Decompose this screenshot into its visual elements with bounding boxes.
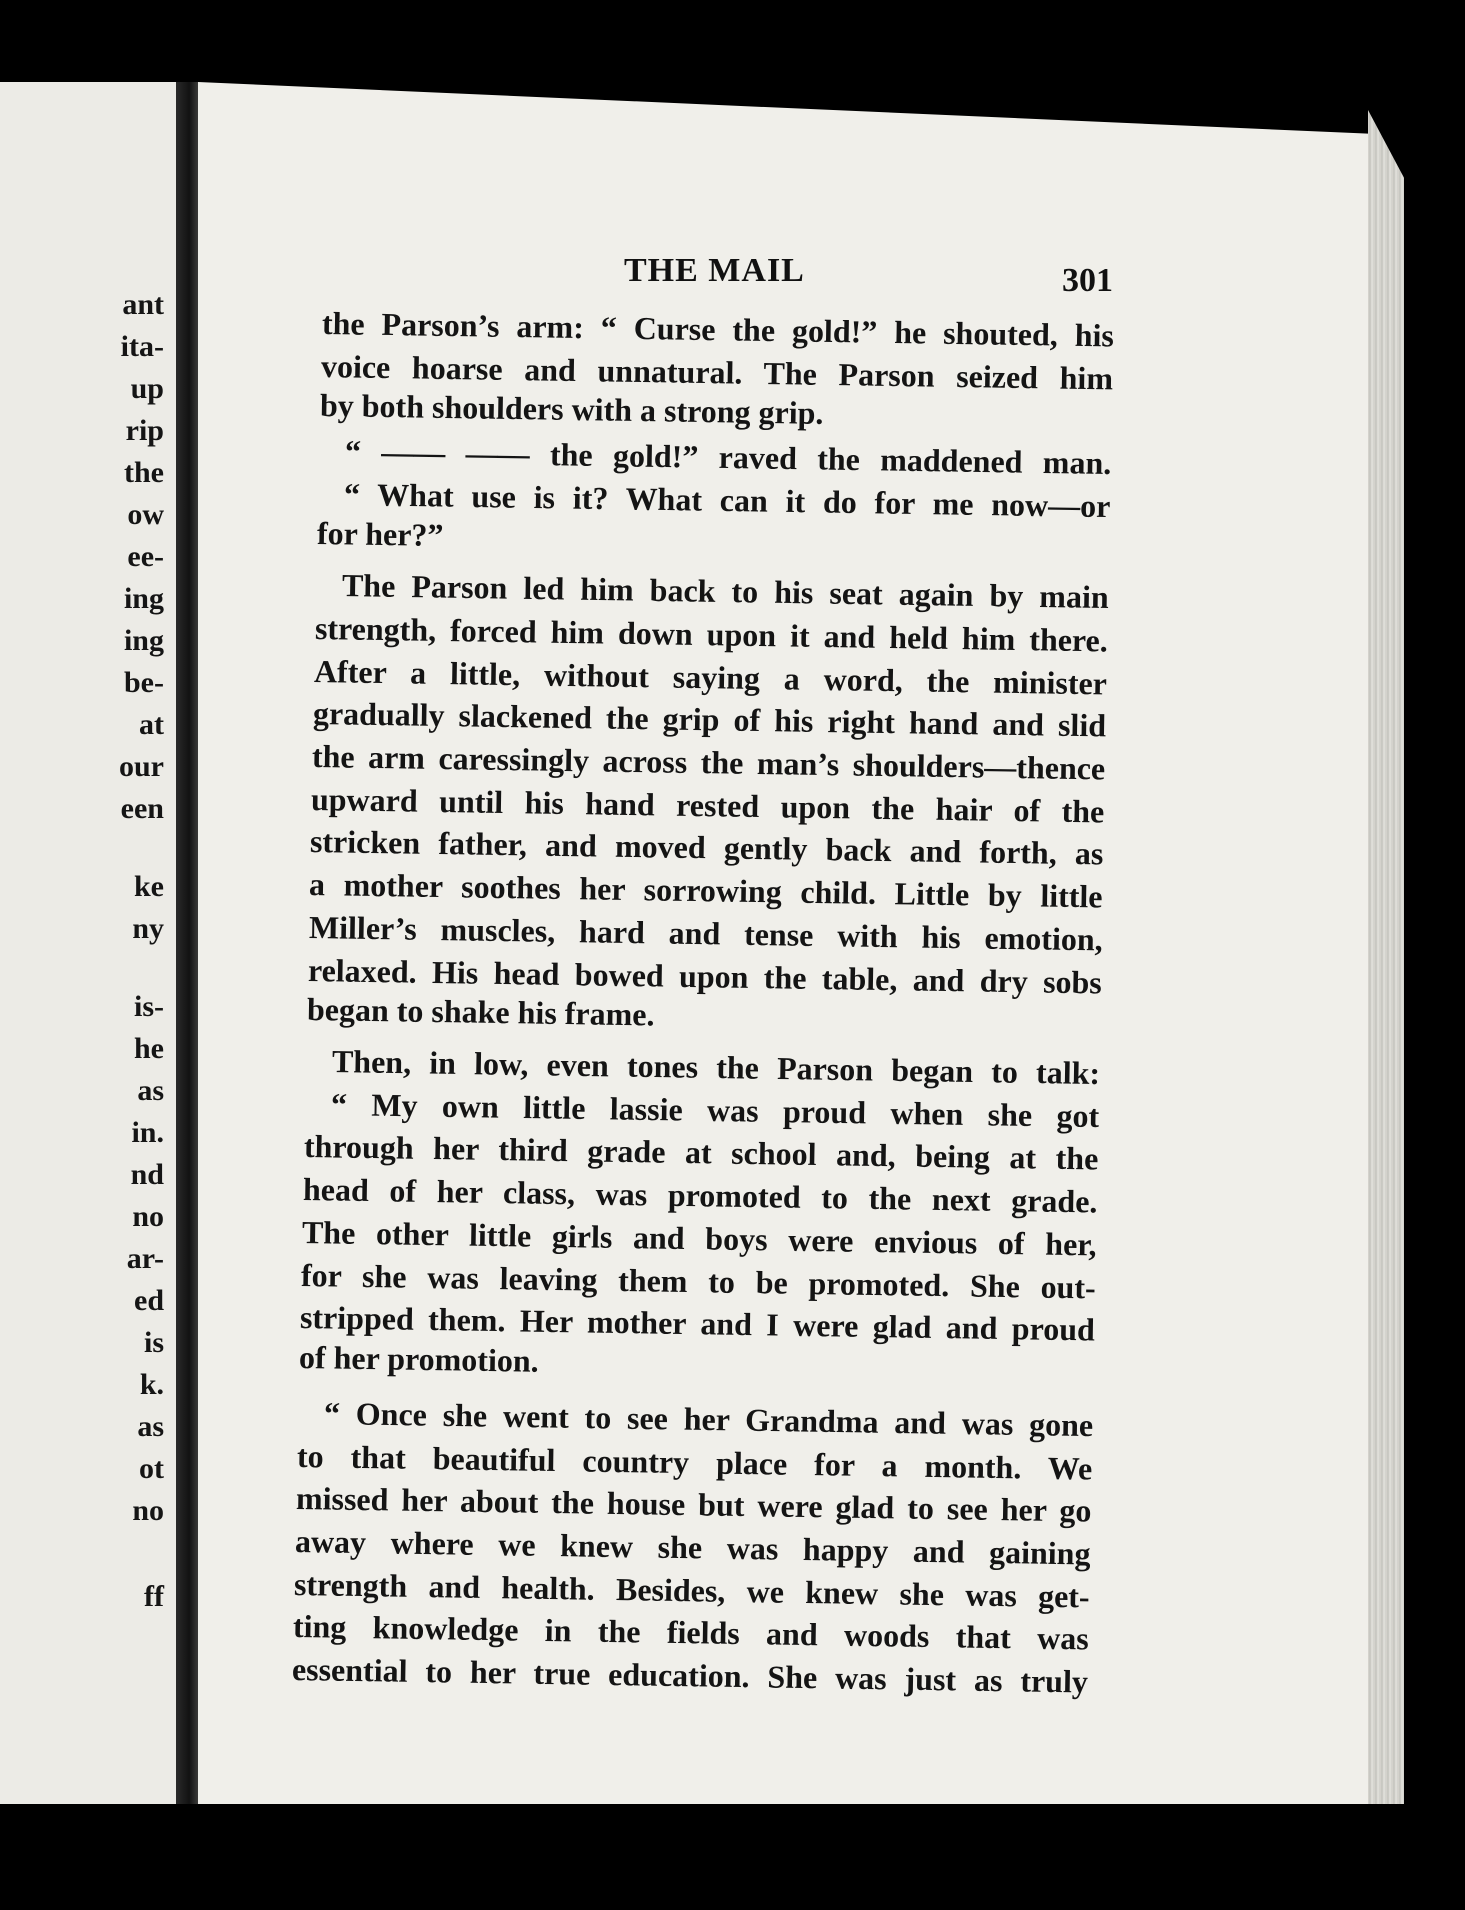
- page-number: 301: [1062, 262, 1113, 299]
- body-text-line: for she was leaving them to be promoted. She out-: [300, 1256, 1096, 1306]
- body-text-line: the arm caressingly across the man’s shoulders—thence: [312, 738, 1106, 787]
- body-text-line: for her?”: [316, 515, 444, 554]
- body-text-line: missed her about the house but were glad to see her go: [295, 1480, 1092, 1529]
- left-page-fragment: ing: [123, 624, 164, 657]
- left-page-fragment: up: [130, 372, 164, 405]
- left-page: [0, 82, 176, 1804]
- left-page-fragment: een: [120, 792, 164, 825]
- book-gutter: [176, 82, 198, 1804]
- left-page-fragment: be-: [124, 666, 164, 699]
- left-page-fragment: ing: [123, 582, 164, 615]
- left-page-fragment: k.: [139, 1368, 164, 1401]
- body-text-line: strength and health. Besides, we knew she was get-: [293, 1565, 1090, 1615]
- left-page-fragment: nd: [130, 1158, 164, 1191]
- body-text-line: the Parson’s arm: “ Curse the gold!” he shouted, his: [321, 305, 1115, 354]
- body-text-line: The Parson led him back to his seat again by main: [341, 567, 1110, 616]
- left-page-fragment: ee-: [127, 540, 164, 573]
- left-page-fragment: is: [143, 1326, 164, 1359]
- body-text-line: “ What use is it? What can it do for me now—or: [343, 475, 1111, 524]
- body-text-line: of her promotion.: [298, 1338, 539, 1379]
- body-text-line: away where we knew she was happy and gaining: [294, 1522, 1091, 1572]
- body-text-line: The other little girls and boys were envious of her,: [301, 1213, 1097, 1263]
- running-head: THE MAIL: [624, 252, 805, 289]
- body-text-line: voice hoarse and unnatural. The Parson seized him: [320, 347, 1114, 397]
- body-text-line: to that beautiful country place for a month. We: [296, 1437, 1093, 1486]
- left-page-fragment: rip: [125, 414, 164, 447]
- left-page-fragment: as: [137, 1074, 164, 1107]
- body-text-line: stripped them. Her mother and I were glad and proud: [299, 1299, 1095, 1348]
- body-text-line: through her third grade at school and, being at the: [303, 1128, 1099, 1177]
- body-text-line: gradually slackened the grip of his right hand and slid: [313, 695, 1107, 744]
- body-text-line: “ Once she went to see her Grandma and was gone: [323, 1394, 1094, 1443]
- left-page-fragment: ita-: [120, 330, 164, 363]
- body-text-line: essential to her true education. She was just as truly: [291, 1651, 1089, 1700]
- left-page-fragment: ed: [134, 1284, 164, 1317]
- body-text-line: “ My own little lassie was proud when she got: [330, 1085, 1100, 1134]
- left-page-fragment: ow: [127, 498, 164, 531]
- left-page-fragment: ff: [144, 1580, 164, 1613]
- body-text-line: upward until his hand rested upon the hair of the: [311, 780, 1105, 830]
- body-text-line: Then, in low, even tones the Parson began to talk:: [331, 1043, 1100, 1092]
- left-page-fragment: in.: [131, 1116, 164, 1149]
- body-text-line: stricken father, and moved gently back and forth, as: [310, 823, 1105, 872]
- left-page-fragment: ar-: [126, 1242, 164, 1275]
- left-page-fragment: ke: [134, 870, 164, 903]
- body-text-line: strength, forced him down upon it and held him there.: [314, 609, 1109, 659]
- left-page-fragment: ot: [139, 1452, 164, 1485]
- left-page-fragment: no: [132, 1494, 164, 1527]
- body-text-line: began to shake his frame.: [306, 991, 655, 1033]
- left-page-fragment: he: [134, 1032, 164, 1065]
- page-edge: [1368, 110, 1404, 1804]
- body-text-line: head of her class, was promoted to the next grade.: [302, 1171, 1098, 1220]
- left-page-fragment: at: [139, 708, 164, 741]
- left-page-fragment: as: [137, 1410, 164, 1443]
- body-text-line: Miller’s muscles, hard and tense with his emotion,: [308, 908, 1103, 958]
- body-text-line: ting knowledge in the fields and woods that was: [292, 1608, 1089, 1657]
- left-page-fragment: is-: [134, 990, 164, 1023]
- left-page-fragment: no: [132, 1200, 164, 1233]
- left-page-fragment: ant: [122, 288, 164, 321]
- body-text-line: a mother soothes her sorrowing child. Little by little: [309, 866, 1104, 915]
- body-text-line: After a little, without saying a word, the minister: [313, 652, 1108, 702]
- body-text-line: “ —— —— the gold!” raved the maddened man.: [344, 433, 1112, 482]
- body-text-line: by both shoulders with a strong grip.: [319, 387, 824, 432]
- left-page-fragment: the: [124, 456, 164, 489]
- body-text-line: relaxed. His head bowed upon the table, and dry sobs: [307, 951, 1102, 1001]
- left-page-fragment: ny: [132, 912, 164, 945]
- left-page-fragment: our: [119, 750, 164, 783]
